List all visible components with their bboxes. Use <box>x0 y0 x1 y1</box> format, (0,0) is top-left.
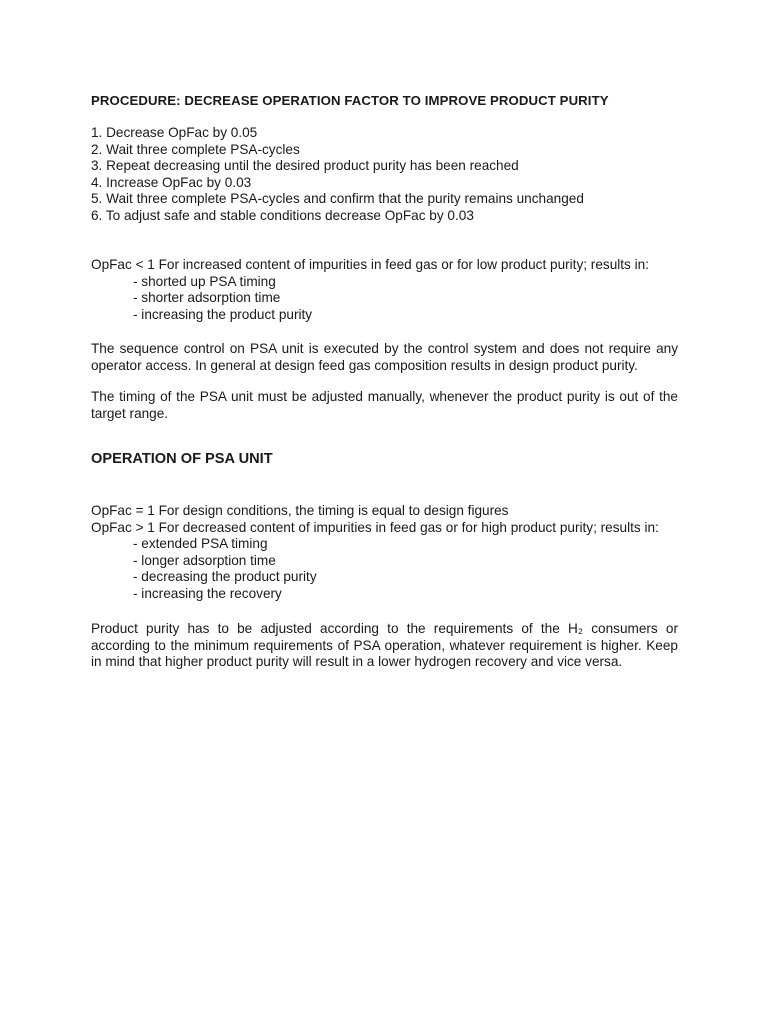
product-purity-paragraph-block <box>91 621 678 671</box>
opfac-less-than-one-effects <box>91 274 678 324</box>
procedure-step: 6. To adjust safe and stable conditions decrease OpFac by 0.03 <box>91 207 474 223</box>
effect-item: - decreasing the product purity <box>133 569 317 585</box>
opfac-equal-one-line: OpFac = 1 For design conditions, the timing is equal to design figures <box>91 503 509 518</box>
effect-item: - shorted up PSA timing <box>133 273 276 289</box>
procedure-steps <box>91 125 584 225</box>
procedure-step: 1. Decrease OpFac by 0.05 <box>91 125 258 140</box>
effect-item: - longer adsorption time <box>133 552 276 568</box>
procedure-step: 3. Repeat decreasing until the desired product purity has been reached <box>91 158 519 174</box>
effect-item: - shorter adsorption time <box>133 290 281 306</box>
product-purity-paragraph: Product purity has to be adjusted according to the requirements of the H₂ consumers or according to the minimum requirements of PSA operation, whatever requirement is higher. Keep in mind that higher product purity will result in a lower hydrogen recovery and vice versa. <box>91 621 678 670</box>
opfac-greater-than-one-intro: OpFac > 1 For decreased content of impurities in feed gas or for high product purity; results in: <box>91 519 659 535</box>
effect-item: - extended PSA timing <box>133 536 268 552</box>
operation-heading: OPERATION OF PSA UNIT <box>91 451 273 467</box>
effect-item: - increasing the recovery <box>133 585 282 601</box>
sequence-control-paragraph-block <box>91 341 678 374</box>
opfac-greater-section <box>91 503 678 603</box>
procedure-step: 5. Wait three complete PSA-cycles and confirm that the purity remains unchanged <box>91 191 584 207</box>
opfac-less-than-one-section <box>91 257 678 323</box>
sequence-control-paragraph: The sequence control on PSA unit is executed by the control system and does not require any operator access. In general at design feed gas composition results in design product purity. <box>91 341 678 373</box>
timing-paragraph-block <box>91 389 678 422</box>
opfac-less-than-one-intro: OpFac < 1 For increased content of impurities in feed gas or for low product purity; results in: <box>91 257 649 272</box>
procedure-step: 2. Wait three complete PSA-cycles <box>91 141 300 157</box>
procedure-heading: PROCEDURE: DECREASE OPERATION FACTOR TO IMPROVE PRODUCT PURITY <box>91 93 609 108</box>
procedure-step: 4. Increase OpFac by 0.03 <box>91 174 252 190</box>
timing-paragraph: The timing of the PSA unit must be adjusted manually, whenever the product purity is out of the target range. <box>91 389 678 421</box>
opfac-greater-than-one-effects <box>91 536 678 602</box>
effect-item: - increasing the product purity <box>133 306 313 322</box>
